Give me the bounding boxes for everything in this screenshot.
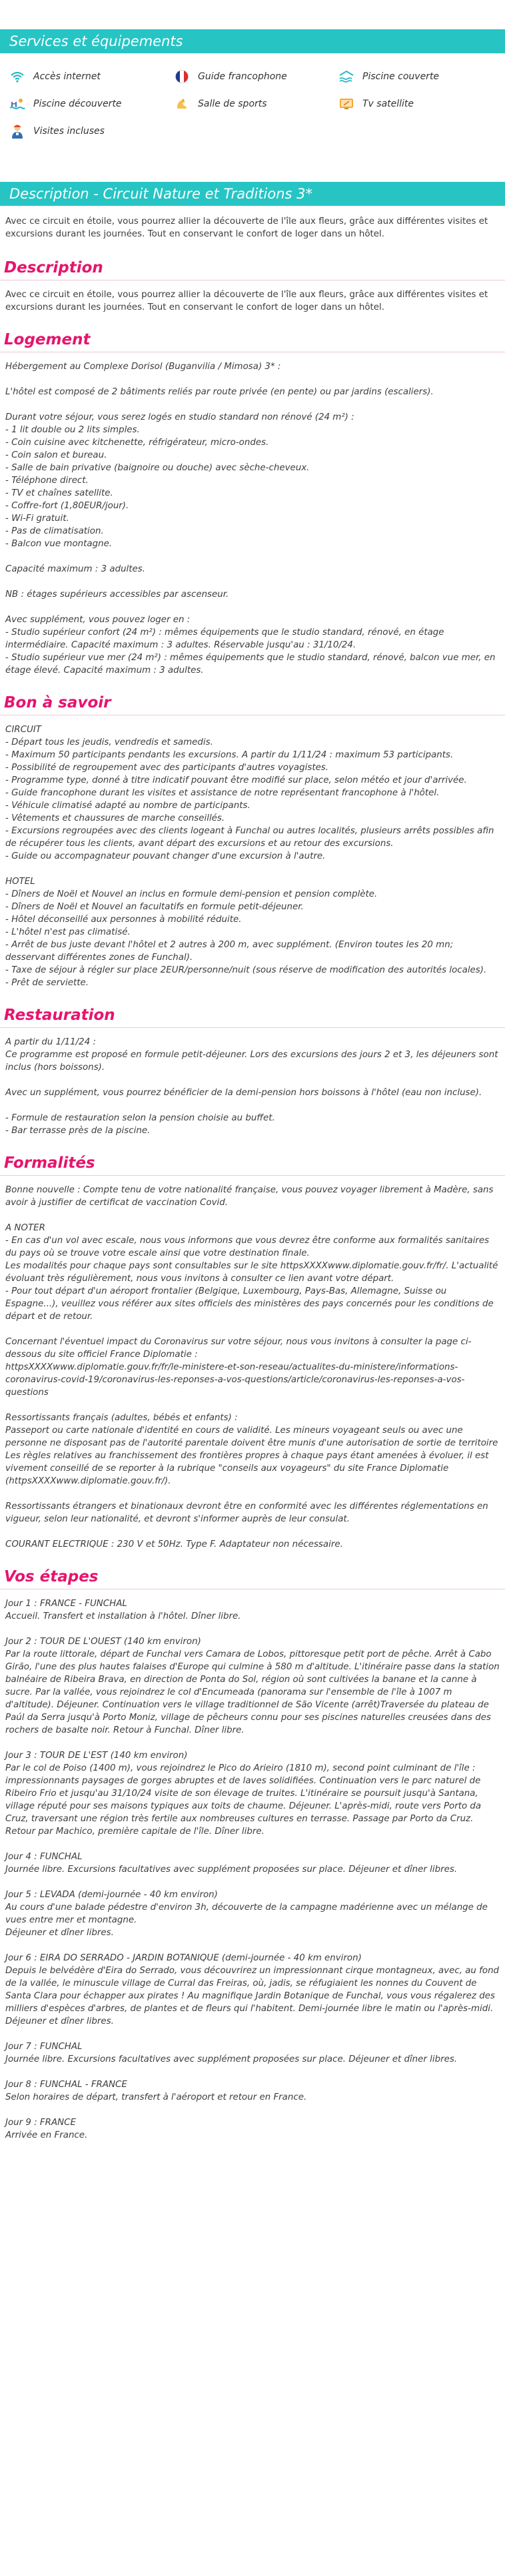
section-etapes (0, 1592, 505, 2142)
spacer (5, 373, 500, 386)
spacer (5, 863, 500, 875)
service-gym (165, 96, 329, 112)
text-line: HOTEL (5, 877, 35, 887)
text-line: - En cas d'un vol avec escale, nous vous informons que vous devrez être conforme aux formalités sanitaires du pays où se trouve votre escale ainsi que votre destination finale. (5, 1236, 490, 1258)
text-line: Jour 7 : FUNCHAL (5, 2042, 83, 2052)
section-title-description: Description (0, 259, 505, 276)
text-line: - Salle de bain privative (baignoire ou douche) avec sèche-cheveux. (5, 463, 310, 473)
text-line: Journée libre. Excursions facultatives avec supplément proposées sur place. Déjeuner et dîner libres. (5, 2054, 458, 2064)
service-visits (0, 123, 165, 139)
guide-person-icon (9, 123, 25, 139)
text-line: NB : étages supérieurs accessibles par ascenseur. (5, 590, 229, 600)
spacer (5, 1838, 500, 1851)
section-title-logement: Logement (0, 331, 505, 348)
section-title-formalites: Formalités (0, 1154, 505, 1172)
spacer (5, 2066, 500, 2078)
text-line: - Formule de restauration selon la pension choisie au buffet. (5, 1113, 275, 1123)
services-grid (0, 53, 505, 151)
spacer (5, 1876, 500, 1889)
text-line: Jour 9 : FRANCE (5, 2118, 76, 2128)
gym-icon (174, 96, 190, 112)
spacer (5, 1074, 500, 1086)
service-label: Piscine découverte (33, 98, 122, 109)
text-line: Jour 4 : FUNCHAL (5, 1852, 83, 1862)
text-line: Jour 5 : LEVADA (demi-journée - 40 km environ) (5, 1890, 218, 1900)
text-line: Déjeuner et dîner libres. (5, 1928, 114, 1938)
text-line: - Balcon vue montagne. (5, 539, 113, 549)
text-line: Capacité maximum : 3 adultes. (5, 564, 145, 574)
text-line: Arrivée en France. (5, 2130, 88, 2140)
text-line: - Wi-Fi gratuit. (5, 514, 69, 524)
service-guide (165, 69, 329, 85)
covered-pool-icon (338, 69, 354, 85)
text-line: Accueil. Transfert et installation à l'hôtel. Dîner libre. (5, 1611, 241, 1621)
service-label: Guide francophone (198, 71, 287, 82)
text-line: - Arrêt de bus juste devant l'hôtel et 2 autres à 200 m, avec supplément. (Environ toutes les 20 mn; desservant différentes zones de Funchal). (5, 940, 454, 963)
text-line: Depuis le belvédère d'Eira do Serrado, vous découvrirez un impressionnant cirque montagneux, avec, au fond de la vallée, le minuscule village de Curral das Freiras, où, jadis, se réfugiaient les nonnes du Couvent de Santa Clara pour échapper aux pirates ! Au magnifique Jardin Botanique de Funchal, vous vous régalerez des milliers d'espèces d'arbres, de plantes et de fleurs qui l'habitent. Demi-journée libre le matin ou l'après-midi. Déjeuner et dîner libres. (5, 1966, 500, 2026)
text-line: httpsXXXXwww.diplomatie.gouv.fr/fr/le-ministere-et-son-reseau/actualites-du-ministere/informations-coronavirus-covid-19/coronavirus-les-reponses-a-vos-questions/article/coronavirus-les-reponses-a-vos-questions (5, 1362, 465, 1398)
spacer (5, 1623, 500, 1635)
text-line: - Coin cuisine avec kitchenette, réfrigérateur, micro-ondes. (5, 438, 269, 448)
text-line: - Coin salon et bureau. (5, 450, 107, 460)
text-line: Concernant l'éventuel impact du Coronavirus sur votre séjour, nous vous invitons à consulter la page ci-dessous du site officiel France Diplomatie : (5, 1337, 472, 1360)
text-line: Ressortissants étrangers et binationaux devront être en conformité avec les différentes réglementations en vigueur, selon leur nationalité, et devront s'informer auprès de leur consulat. (5, 1502, 488, 1524)
text-line: - Studio supérieur confort (24 m²) : mêmes équipements que le studio standard, rénové, en étage intermédiaire. Capacité maximum : 3 adultes. Réservable jusqu'au : 31/10/24. (5, 628, 444, 650)
text-line: - Studio supérieur vue mer (24 m²) : mêmes équipements que le studio standard, rénové, balcon vue mer, en étage élevé. Capacité maximum : 3 adultes. (5, 653, 496, 675)
text-line: Bonne nouvelle : Compte tenu de votre nationalité française, vous pouvez voyager librement à Madère, sans avoir à justifier de certificat de vaccination Covid. (5, 1185, 494, 1208)
service-label: Piscine couverte (362, 71, 440, 82)
text-line: Jour 1 : FRANCE - FUNCHAL (5, 1599, 127, 1609)
intro-text: Avec ce circuit en étoile, vous pourrez allier la découverte de l'île aux fleurs, grâce aux différentes visites et excursions durant les journées. Tout en conservant le confort de loger dans un hôtel. (5, 216, 488, 239)
spacer (5, 2028, 500, 2040)
french-flag-icon (174, 69, 190, 85)
text-line: - 1 lit double ou 2 lits simples. (5, 425, 140, 435)
service-label: Visites incluses (33, 125, 105, 137)
section-title-etapes: Vos étapes (0, 1568, 505, 1585)
text-line: Ce programme est proposé en formule petit-déjeuner. Lors des excursions des jours 2 et 3, les déjeuners sont inclus (hors boissons). (5, 1050, 498, 1073)
spacer (5, 2104, 500, 2116)
spacer (5, 1737, 500, 1749)
text-line: CIRCUIT (5, 725, 41, 735)
text-line: Avec un supplément, vous pourrez bénéficier de la demi-pension hors boissons à l'hôtel (eau non incluse). (5, 1088, 482, 1098)
text-line: Journée libre. Excursions facultatives avec supplément proposées sur place. Déjeuner et dîner libres. (5, 1865, 458, 1875)
text-line: Au cours d'une balade pédestre d'environ 3h, découverte de la campagne madérienne avec un mélange de vues entre mer et montagne. (5, 1903, 488, 1925)
description-banner: Description - Circuit Nature et Traditions 3* (0, 182, 505, 206)
text-line: - Téléphone direct. (5, 476, 89, 486)
spacer (5, 398, 500, 411)
text-line: - Coffre-fort (1,80EUR/jour). (5, 501, 129, 511)
section-title-bon-a-savoir: Bon à savoir (0, 694, 505, 711)
text-line: Durant votre séjour, vous serez logés en studio standard non rénové (24 m²) : (5, 412, 354, 422)
text-line: Selon horaires de départ, transfert à l'aéroport et retour en France. (5, 2092, 307, 2102)
text-line: - Maximum 50 participants pendants les excursions. A partir du 1/11/24 : maximum 53 participants. (5, 750, 454, 760)
service-label: Tv satellite (362, 98, 414, 109)
text-line: - Véhicule climatisé adapté au nombre de participants. (5, 801, 251, 811)
text-line: - Guide francophone durant les visites et assistance de notre représentant francophone à l'hôtel. (5, 788, 440, 798)
text-line: - Bar terrasse près de la piscine. (5, 1126, 151, 1136)
text-line: Jour 8 : FUNCHAL - FRANCE (5, 2080, 127, 2090)
text-line: Hébergement au Complexe Dorisol (Buganvilia / Mimosa) 3* : (5, 362, 281, 372)
text-line: Par la route littorale, départ de Funchal vers Camara de Lobos, pittoresque petit port de pêche. Arrêt à Cabo Girão, l'une des plus hautes falaises d'Europe qui culmine à 580 m d'altitude. L'itinéraire passe dans la station balnéaire de Ribeira Brava, en direction de Ponta do Sol, région où sont cultivées la banane et la canne à sucre. Par la vallée, vous rejoindrez le col d'Encumeada (panorama sur l'ensemble de l'île à 1007 m d'altitude). Déjeuner. Continuation vers le village traditionnel de São Vicente (arrêt)Traversée du plateau de Paúl da Serra jusqu'à Porto Moniz, village de pêcheurs connu pour ses piscines naturelles creusées dans des rochers de basalte noir. Retour à Funchal. Dîner libre. (5, 1649, 500, 1735)
spacer (5, 1525, 500, 1538)
text-line: Passeport ou carte nationale d'identité en cours de validité. Les mineurs voyageant seuls ou avec une personne ne disposant pas de l'autorité parentale doivent être munis d'une autorisation de sortie de territoire (5, 1426, 498, 1448)
text-line: - TV et chaînes satellite. (5, 488, 113, 498)
text-line: - L'hôtel n'est pas climatisé. (5, 927, 131, 937)
service-outdoor-pool (0, 96, 165, 112)
text-line: - Vêtements et chaussures de marche conseillés. (5, 813, 225, 823)
section-logement (0, 355, 505, 677)
services-banner: Services et équipements (0, 29, 505, 53)
service-internet (0, 69, 165, 85)
service-covered-pool (329, 69, 494, 85)
text-line: Jour 3 : TOUR DE L'EST (140 km environ) (5, 1751, 188, 1761)
spacer (5, 1488, 500, 1500)
section-description (0, 283, 505, 314)
text-line: Les modalités pour chaque pays sont consultables sur le site httpsXXXXwww.diplomatie.gouv.fr/fr/. L'actualité évoluant très régulièrement, nous vous invitons à consulter ce lien avant votre départ. (5, 1261, 498, 1284)
text-line: Ressortissants français (adultes, bébés et enfants) : (5, 1413, 238, 1423)
text-line: A NOTER (5, 1223, 45, 1233)
service-label: Salle de sports (198, 98, 267, 109)
text-line: - Dîners de Noël et Nouvel an facultatifs en formule petit-déjeuner. (5, 902, 304, 912)
spacer (5, 1099, 500, 1112)
service-label: Accès internet (33, 71, 101, 82)
text-line: - Taxe de séjour à régler sur place 2EUR/personne/nuit (sous réserve de modification des autorités locales). (5, 965, 487, 975)
section-formalites (0, 1178, 505, 1551)
text-line: - Pour tout départ d'un aéroport frontalier (Belgique, Luxembourg, Pays-Bas, Allemagne, Suisse ou Espagne...), veuillez vous référer aux sites officiels des ministères des pays concernés pour les conditions de départ et de retour. (5, 1286, 494, 1322)
section-restauration (0, 1031, 505, 1137)
satellite-tv-icon (338, 96, 354, 112)
text-line: Avec supplément, vous pouvez loger en : (5, 615, 191, 625)
spacer (5, 1939, 500, 1952)
service-tv (329, 96, 494, 112)
spacer (5, 1399, 500, 1412)
text-line: L'hôtel est composé de 2 bâtiments reliés par route privée (en pente) ou par jardins (escaliers). (5, 387, 434, 397)
text-line: - Possibilité de regroupement avec des participants d'autres voyagistes. (5, 763, 329, 773)
text-line: Jour 2 : TOUR DE L'OUEST (140 km environ) (5, 1637, 201, 1647)
wifi-icon (9, 69, 25, 85)
spacer (5, 601, 500, 614)
spacer (5, 1323, 500, 1336)
text-line: - Excursions regroupées avec des clients logeant à Funchal ou autres localités, plusieurs arrêts possibles afin de récupérer tous les clients, avant départ des excursions et au retour des excursions. (5, 826, 494, 849)
text-line: Avec ce circuit en étoile, vous pourrez allier la découverte de l'île aux fleurs, grâce aux différentes visites et excursions durant les journées. Tout en conservant le confort de loger dans un hôtel. (5, 290, 488, 312)
spacer (5, 576, 500, 588)
spacer (5, 550, 500, 563)
spacer (5, 1209, 500, 1222)
text-line: A partir du 1/11/24 : (5, 1037, 96, 1047)
section-title-restauration: Restauration (0, 1007, 505, 1024)
text-line: - Dîners de Noël et Nouvel an inclus en formule demi-pension et pension complète. (5, 889, 378, 899)
text-line: - Prêt de serviette. (5, 978, 89, 988)
text-line: Les règles relatives au franchissement des frontières propres à chaque pays étant amenées à évoluer, il est vivement conseillé de se reporter à la rubrique "conseils aux voyageurs" du site France Diplomatie (httpsXXXXwww.diplomatie.gouv.fr/). (5, 1451, 489, 1486)
text-line: - Pas de climatisation. (5, 526, 104, 536)
section-bon-a-savoir (0, 718, 505, 989)
text-line: - Départ tous les jeudis, vendredis et samedis. (5, 737, 213, 747)
outdoor-pool-icon (9, 96, 25, 112)
text-line: - Programme type, donné à titre indicatif pouvant être modifié sur place, selon météo et jour d'arrivée. (5, 775, 467, 785)
text-line: Jour 6 : EIRA DO SERRADO - JARDIN BOTANIQUE (demi-journée - 40 km environ) (5, 1953, 362, 1963)
text-line: - Hôtel déconseillé aux personnes à mobilité réduite. (5, 915, 242, 925)
text-line: - Guide ou accompagnateur pouvant changer d'une excursion à l'autre. (5, 851, 326, 861)
text-line: COURANT ELECTRIQUE : 230 V et 50Hz. Type F. Adaptateur non nécessaire. (5, 1539, 343, 1549)
text-line: Par le col de Poiso (1400 m), vous rejoindrez le Pico do Arieiro (1810 m), second point culminant de l'île : impressionnants paysages de gorges abruptes et de laves solidifiées. Continuation vers le parc naturel de Ribeiro Frio et jusqu'au 31/10/24 visite de son élevage de truites. L'itinéraire se poursuit jusqu'à Santana, village réputé pour ses maisons typiques aux toits de chaume. Déjeuner. L'après-midi, route vers Porto da Cruz, traversant une région très fertile aux nombreuses cultures en terrasse. Passage par Porto da Cruz. Retour par Machico, première capitale de l'île. Dîner libre. (5, 1763, 482, 1837)
